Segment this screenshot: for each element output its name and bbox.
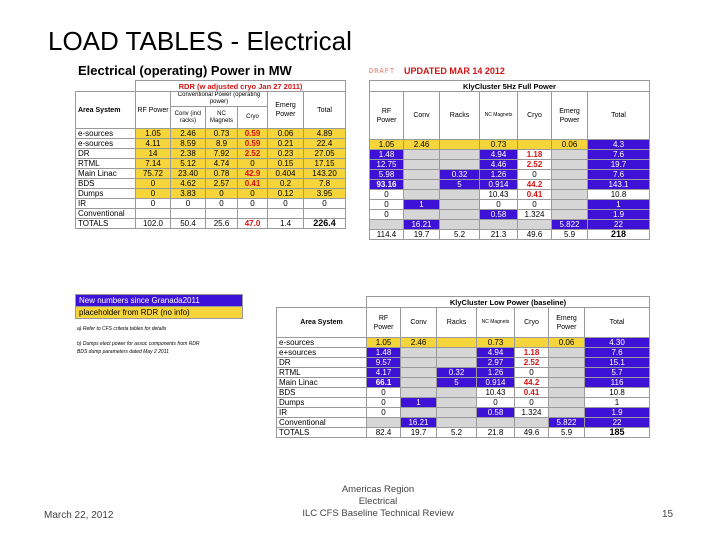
full-col-header: Emerg Power xyxy=(552,92,588,140)
rdr-area-cell: BDS xyxy=(76,179,136,189)
rdr-cell: 0.78 xyxy=(206,169,238,179)
low-cell: 0.32 xyxy=(437,368,477,378)
rdr-cell xyxy=(206,209,238,219)
low-cell: 4.94 xyxy=(477,348,515,358)
note-b-line1: b) Dumps elect power for assoc components from RDR xyxy=(77,341,200,347)
full-cell xyxy=(552,190,588,200)
full-cell xyxy=(404,210,440,220)
low-col-header: Racks xyxy=(437,308,477,338)
rdr-cell: 0 xyxy=(136,179,171,189)
full-cell xyxy=(440,150,480,160)
rdr-cell: 0.06 xyxy=(268,129,304,139)
page-number: 15 xyxy=(662,509,674,520)
low-cell: 10.8 xyxy=(585,388,650,398)
low-col-header: RF Power xyxy=(367,308,401,338)
rdr-cell: 27.05 xyxy=(304,149,346,159)
rdr-table xyxy=(75,80,346,229)
low-cell xyxy=(437,408,477,418)
low-col-header: Conv xyxy=(401,308,437,338)
table-row xyxy=(370,220,650,230)
low-cell: 0.73 xyxy=(477,338,515,348)
full-cell xyxy=(552,160,588,170)
table-row xyxy=(76,199,346,209)
full-cell xyxy=(440,140,480,150)
rdr-cell: 8.9 xyxy=(206,139,238,149)
table-row xyxy=(370,150,650,160)
footer-review: ILC CFS Baseline Technical Review xyxy=(302,508,454,519)
section-heading: Electrical (operating) Power in MW xyxy=(78,63,292,78)
full-cell xyxy=(518,220,552,230)
rdr-cell xyxy=(238,209,268,219)
full-cell xyxy=(440,200,480,210)
rdr-col-header: Cryo xyxy=(238,107,268,129)
low-spacer xyxy=(277,297,367,308)
full-cell: 1.18 xyxy=(518,150,552,160)
rdr-cell: 0.21 xyxy=(268,139,304,149)
rdr-col-header: Total xyxy=(304,92,346,129)
rdr-cell: 25.6 xyxy=(206,219,238,229)
full-cell: 5.822 xyxy=(552,220,588,230)
rdr-cell: 23.40 xyxy=(171,169,206,179)
rdr-cell: 102.0 xyxy=(136,219,171,229)
full-cell: 218 xyxy=(588,230,650,240)
full-cell: 0 xyxy=(480,200,518,210)
low-cell xyxy=(401,408,437,418)
full-cell: 0.58 xyxy=(480,210,518,220)
low-area-cell: BDS xyxy=(277,388,367,398)
low-cell xyxy=(549,368,585,378)
rdr-cell: 0 xyxy=(171,199,206,209)
table-row xyxy=(76,169,346,179)
totals-row xyxy=(277,428,650,438)
rdr-cell: 22.4 xyxy=(304,139,346,149)
full-cell xyxy=(552,170,588,180)
legend-table xyxy=(75,294,243,319)
rdr-cell: 47.0 xyxy=(238,219,268,229)
full-cell: 1.05 xyxy=(370,140,404,150)
table-row xyxy=(370,200,650,210)
full-cell: 1.26 xyxy=(480,170,518,180)
rdr-cell: 0 xyxy=(238,189,268,199)
low-cell xyxy=(515,418,549,428)
low-col-header: Total xyxy=(585,308,650,338)
low-cell: 0 xyxy=(367,408,401,418)
rdr-cell: 0.404 xyxy=(268,169,304,179)
rdr-area-cell: Main Linac xyxy=(76,169,136,179)
full-cell xyxy=(552,180,588,190)
rdr-cell: 75.72 xyxy=(136,169,171,179)
rdr-cell: 3.95 xyxy=(304,189,346,199)
low-cell xyxy=(549,348,585,358)
low-area-cell: IR xyxy=(277,408,367,418)
low-cell xyxy=(549,358,585,368)
low-cell xyxy=(401,378,437,388)
low-cell: 185 xyxy=(585,428,650,438)
full-cell: 5 xyxy=(440,180,480,190)
low-cell: 1.9 xyxy=(585,408,650,418)
low-col-header: Emerg Power xyxy=(549,308,585,338)
low-cell: 1 xyxy=(585,398,650,408)
low-cell: 116 xyxy=(585,378,650,388)
rdr-cell: 4.89 xyxy=(304,129,346,139)
low-cell: 4.17 xyxy=(367,368,401,378)
low-cell: 0 xyxy=(477,398,515,408)
low-area-cell: DR xyxy=(277,358,367,368)
low-cell: 82.4 xyxy=(367,428,401,438)
low-cell: 9.57 xyxy=(367,358,401,368)
table-row xyxy=(76,189,346,199)
low-cell: 0.914 xyxy=(477,378,515,388)
rdr-cell: 1.05 xyxy=(136,129,171,139)
rdr-cell: 4.74 xyxy=(206,159,238,169)
low-cell xyxy=(367,418,401,428)
full-cell: 1 xyxy=(404,200,440,210)
full-cell: 0.41 xyxy=(518,190,552,200)
rdr-col-header: NC Magnets xyxy=(206,107,238,129)
table-row xyxy=(370,140,650,150)
low-cell xyxy=(401,358,437,368)
rdr-cell: 17.15 xyxy=(304,159,346,169)
rdr-col-header: Conv (incl racks) xyxy=(171,107,206,129)
low-cell: 10.43 xyxy=(477,388,515,398)
low-cell xyxy=(437,388,477,398)
rdr-cell: 14 xyxy=(136,149,171,159)
rdr-cell: 0 xyxy=(206,199,238,209)
rdr-cell: 0 xyxy=(136,199,171,209)
low-cell: 1.48 xyxy=(367,348,401,358)
rdr-cell: 2.38 xyxy=(171,149,206,159)
rdr-cell: 0 xyxy=(268,199,304,209)
footer-region: Americas Region xyxy=(341,484,415,495)
low-cell: 0 xyxy=(515,368,549,378)
rdr-col-header: RF Power xyxy=(136,92,171,129)
low-area-cell: e+sources xyxy=(277,348,367,358)
table-row xyxy=(76,129,346,139)
low-cell xyxy=(401,388,437,398)
rdr-cell: 0.2 xyxy=(268,179,304,189)
rdr-area-cell: RTML xyxy=(76,159,136,169)
table-row xyxy=(370,210,650,220)
low-area-cell: TOTALS xyxy=(277,428,367,438)
rdr-cell: 50.4 xyxy=(171,219,206,229)
low-cell: 2.46 xyxy=(401,338,437,348)
full-cell: 4.94 xyxy=(480,150,518,160)
table-row xyxy=(76,149,346,159)
low-cell: 5.9 xyxy=(549,428,585,438)
table-row xyxy=(76,159,346,169)
full-cell: 10.43 xyxy=(480,190,518,200)
low-area-cell: Conventional xyxy=(277,418,367,428)
low-cell xyxy=(401,348,437,358)
rdr-area-cell: e-sources xyxy=(76,129,136,139)
full-cell: 44.2 xyxy=(518,180,552,190)
full-cell: 0 xyxy=(518,200,552,210)
full-col-header: NC Magnets xyxy=(480,92,518,140)
full-cell: 5.9 xyxy=(552,230,588,240)
low-cell: 5.822 xyxy=(549,418,585,428)
full-cell xyxy=(518,140,552,150)
full-cell: 10.8 xyxy=(588,190,650,200)
table-row xyxy=(76,139,346,149)
low-col-header: NC Magnets xyxy=(477,308,515,338)
rdr-col-header: Emerg Power xyxy=(268,92,304,129)
low-cell: 1.05 xyxy=(367,338,401,348)
low-cell: 0.06 xyxy=(549,338,585,348)
rdr-cell: 226.4 xyxy=(304,219,346,229)
rdr-spacer xyxy=(76,81,136,92)
table-row xyxy=(277,408,650,418)
full-cell: 0 xyxy=(370,200,404,210)
full-cell: 1 xyxy=(588,200,650,210)
low-cell: 21.8 xyxy=(477,428,515,438)
rdr-cell: 143.20 xyxy=(304,169,346,179)
table-row xyxy=(277,378,650,388)
totals-row xyxy=(370,230,650,240)
full-col-header: Cryo xyxy=(518,92,552,140)
full-cell xyxy=(552,200,588,210)
full-power-banner: KlyCluster 5Hz Full Power xyxy=(370,81,650,92)
table-row xyxy=(277,418,650,428)
rdr-banner: RDR (w adjusted cryo Jan 27 2011) xyxy=(136,81,346,92)
full-cell: 21.3 xyxy=(480,230,518,240)
legend-placeholder: placeholder from RDR (no info) xyxy=(76,307,243,319)
low-cell: 4.30 xyxy=(585,338,650,348)
rdr-cell: 0.59 xyxy=(238,139,268,149)
full-cell xyxy=(552,210,588,220)
low-col-header: Cryo xyxy=(515,308,549,338)
low-power-table xyxy=(276,296,650,438)
rdr-cell: 0 xyxy=(238,199,268,209)
full-cell: 1.9 xyxy=(588,210,650,220)
table-row xyxy=(277,398,650,408)
rdr-cell: 7.92 xyxy=(206,149,238,159)
low-cell xyxy=(549,388,585,398)
full-power-table xyxy=(369,80,650,240)
rdr-cell: 0 xyxy=(238,159,268,169)
full-cell: 5.98 xyxy=(370,170,404,180)
low-cell: 22 xyxy=(585,418,650,428)
full-cell: 7.6 xyxy=(588,150,650,160)
full-cell xyxy=(404,190,440,200)
full-cell xyxy=(404,150,440,160)
low-area-cell: Main Linac xyxy=(277,378,367,388)
low-cell xyxy=(437,348,477,358)
table-row xyxy=(277,348,650,358)
rdr-cell: 4.62 xyxy=(171,179,206,189)
draft-label: DRAFT xyxy=(369,67,396,75)
legend-new-numbers: New numbers since Granada2011 xyxy=(76,295,243,307)
full-cell: 5.2 xyxy=(440,230,480,240)
full-cell: 0.06 xyxy=(552,140,588,150)
full-cell: 4.3 xyxy=(588,140,650,150)
full-cell xyxy=(404,170,440,180)
slide-title: LOAD TABLES - Electrical xyxy=(48,26,352,56)
table-row xyxy=(370,180,650,190)
low-cell: 0.58 xyxy=(477,408,515,418)
full-col-header: Conv xyxy=(404,92,440,140)
low-cell: 1.26 xyxy=(477,368,515,378)
low-cell: 2.97 xyxy=(477,358,515,368)
full-cell: 22 xyxy=(588,220,650,230)
full-cell xyxy=(370,220,404,230)
full-cell: 7.6 xyxy=(588,170,650,180)
rdr-cell: 0.12 xyxy=(268,189,304,199)
full-cell: 114.4 xyxy=(370,230,404,240)
rdr-cell: 42.9 xyxy=(238,169,268,179)
full-cell xyxy=(404,180,440,190)
rdr-cell: 1.4 xyxy=(268,219,304,229)
table-row xyxy=(277,368,650,378)
low-area-cell: e-sources xyxy=(277,338,367,348)
full-cell xyxy=(404,160,440,170)
full-cell xyxy=(552,150,588,160)
rdr-conv-group-header: Conventional Power (operating power) xyxy=(171,92,268,107)
rdr-area-cell: IR xyxy=(76,199,136,209)
totals-row xyxy=(76,219,346,229)
rdr-cell: 0 xyxy=(304,199,346,209)
rdr-cell: 2.57 xyxy=(206,179,238,189)
table-row xyxy=(370,170,650,180)
full-cell: 0 xyxy=(370,210,404,220)
rdr-area-cell: DR xyxy=(76,149,136,159)
full-cell: 2.46 xyxy=(404,140,440,150)
rdr-cell: 5.12 xyxy=(171,159,206,169)
rdr-cell: 7.14 xyxy=(136,159,171,169)
low-cell: 2.52 xyxy=(515,358,549,368)
low-cell: 5 xyxy=(437,378,477,388)
low-cell: 44.2 xyxy=(515,378,549,388)
table-row xyxy=(277,388,650,398)
table-row xyxy=(277,338,650,348)
full-cell: 0.73 xyxy=(480,140,518,150)
rdr-cell xyxy=(268,209,304,219)
full-cell: 143.1 xyxy=(588,180,650,190)
table-row xyxy=(370,190,650,200)
updated-label: UPDATED MAR 14 2012 xyxy=(404,66,505,76)
low-cell: 66.1 xyxy=(367,378,401,388)
rdr-cell: 2.46 xyxy=(171,129,206,139)
low-cell: 0.41 xyxy=(515,388,549,398)
full-cell: 2.52 xyxy=(518,160,552,170)
full-cell xyxy=(440,220,480,230)
full-cell: 4.46 xyxy=(480,160,518,170)
low-cell xyxy=(477,418,515,428)
rdr-cell xyxy=(136,209,171,219)
full-cell: 0 xyxy=(370,190,404,200)
full-cell: 1.324 xyxy=(518,210,552,220)
full-cell: 49.6 xyxy=(518,230,552,240)
low-cell xyxy=(515,338,549,348)
rdr-cell: 0.15 xyxy=(268,159,304,169)
rdr-area-cell: Conventional xyxy=(76,209,136,219)
low-cell xyxy=(401,368,437,378)
full-col-header: Racks xyxy=(440,92,480,140)
rdr-cell: 0 xyxy=(136,189,171,199)
full-cell: 19.7 xyxy=(588,160,650,170)
full-cell: 16.21 xyxy=(404,220,440,230)
low-cell: 1 xyxy=(401,398,437,408)
rdr-cell: 0 xyxy=(206,189,238,199)
footer-date: March 22, 2012 xyxy=(44,510,114,521)
full-cell: 93.16 xyxy=(370,180,404,190)
low-cell: 1.324 xyxy=(515,408,549,418)
low-cell: 7.6 xyxy=(585,348,650,358)
rdr-cell: 7.8 xyxy=(304,179,346,189)
low-cell: 19.7 xyxy=(401,428,437,438)
low-power-banner: KlyCluster Low Power (baseline) xyxy=(367,297,650,308)
low-area-cell: Dumps xyxy=(277,398,367,408)
low-cell: 0 xyxy=(515,398,549,408)
table-row xyxy=(76,209,346,219)
low-cell xyxy=(437,398,477,408)
rdr-cell: 3.83 xyxy=(171,189,206,199)
low-cell: 15.1 xyxy=(585,358,650,368)
low-cell: 5.2 xyxy=(437,428,477,438)
full-cell: 1.48 xyxy=(370,150,404,160)
rdr-area-cell: TOTALS xyxy=(76,219,136,229)
rdr-cell: 0.41 xyxy=(238,179,268,189)
low-cell: 16.21 xyxy=(401,418,437,428)
low-cell: 1.18 xyxy=(515,348,549,358)
full-cell xyxy=(440,210,480,220)
low-area-cell: RTML xyxy=(277,368,367,378)
rdr-cell xyxy=(304,209,346,219)
full-cell: 0.914 xyxy=(480,180,518,190)
note-a: a) Refer to CFS criteria tables for details xyxy=(77,326,167,332)
rdr-cell: 0.73 xyxy=(206,129,238,139)
footer-subject: Electrical xyxy=(358,496,398,507)
rdr-cell: 0.23 xyxy=(268,149,304,159)
rdr-area-cell: Dumps xyxy=(76,189,136,199)
full-cell xyxy=(440,160,480,170)
low-cell xyxy=(437,358,477,368)
rdr-cell: 8.59 xyxy=(171,139,206,149)
rdr-area-cell: e-sources xyxy=(76,139,136,149)
table-row xyxy=(370,160,650,170)
rdr-cell: 2.52 xyxy=(238,149,268,159)
low-area-header: Area System xyxy=(277,308,367,338)
note-b-line2: BDS dump parameters dated May 2 2011 xyxy=(77,349,169,355)
footer-center xyxy=(278,484,478,520)
low-cell xyxy=(549,398,585,408)
full-cell: 0 xyxy=(518,170,552,180)
rdr-cell: 0.59 xyxy=(238,129,268,139)
low-cell: 0 xyxy=(367,398,401,408)
full-cell xyxy=(480,220,518,230)
full-cell: 0.32 xyxy=(440,170,480,180)
table-row xyxy=(277,358,650,368)
low-cell: 5.7 xyxy=(585,368,650,378)
low-cell: 49.6 xyxy=(515,428,549,438)
low-cell xyxy=(549,378,585,388)
rdr-area-header: Area System xyxy=(76,92,136,129)
table-row xyxy=(76,179,346,189)
full-cell xyxy=(440,190,480,200)
low-cell xyxy=(437,338,477,348)
rdr-cell xyxy=(171,209,206,219)
full-col-header: RF Power xyxy=(370,92,404,140)
full-cell: 19.7 xyxy=(404,230,440,240)
full-col-header: Total xyxy=(588,92,650,140)
low-cell xyxy=(437,418,477,428)
rdr-cell: 4.11 xyxy=(136,139,171,149)
low-cell: 0 xyxy=(367,388,401,398)
full-cell: 12.75 xyxy=(370,160,404,170)
low-cell xyxy=(549,408,585,418)
